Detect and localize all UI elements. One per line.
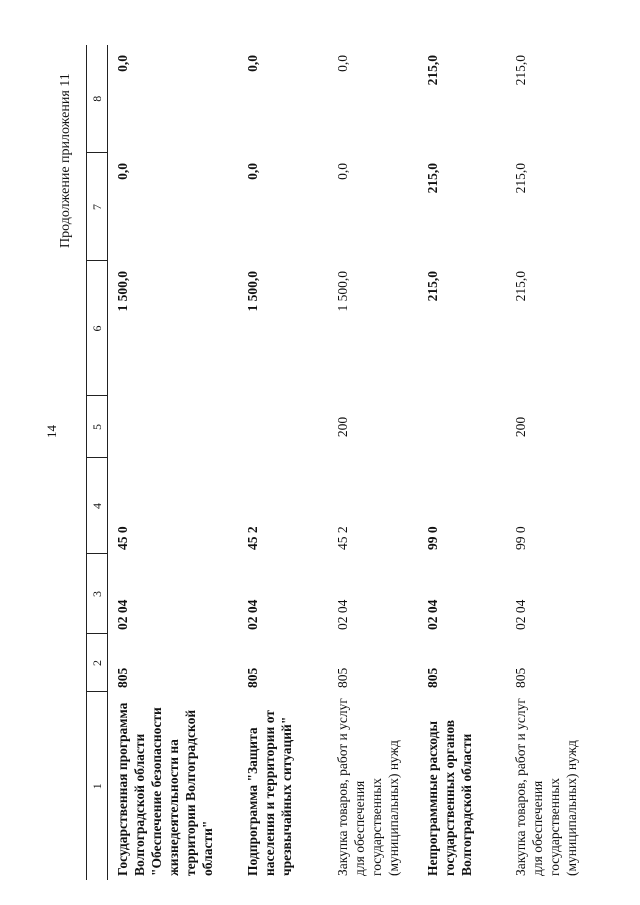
cell-amount-2: 215,0 <box>424 163 440 194</box>
col-header-5: 5 <box>87 396 108 458</box>
col-header-7: 7 <box>87 153 108 261</box>
continuation-caption: Продолжение приложения 11 <box>58 73 73 248</box>
cell-ministry: 805 <box>424 667 440 688</box>
cell-expense-type: 200 <box>512 416 528 438</box>
col-header-2: 2 <box>87 634 108 692</box>
cell-amount-2: 0,0 <box>244 163 260 180</box>
cell-section: 02 04 <box>512 599 528 630</box>
budget-table <box>86 45 586 880</box>
cell-amount-3: 215,0 <box>512 55 528 86</box>
table-row <box>506 45 586 880</box>
cell-expense-type <box>418 396 506 458</box>
cell-expense-type: 200 <box>334 416 350 438</box>
cell-expense-type <box>108 396 238 458</box>
cell-section: 02 04 <box>244 599 260 630</box>
cell-target: 99 0 <box>512 526 528 550</box>
cell-section: 02 04 <box>115 599 130 630</box>
table-row <box>238 45 328 880</box>
table-row <box>418 45 506 880</box>
page-number: 14 <box>44 425 59 438</box>
col-header-1: 1 <box>87 692 108 880</box>
col-header-6: 6 <box>87 261 108 396</box>
cell-amount-2: 0,0 <box>334 163 350 180</box>
row-name: Подпрограмма "Защита населения и территории от чрезвычайных ситуаций" <box>244 710 294 876</box>
table-row <box>328 45 418 880</box>
cell-ministry: 805 <box>334 667 350 688</box>
row-name: Закупка товаров, работ и услуг для обеспечения государственных (муниципальных) нужд <box>512 698 579 876</box>
row-name: Государственная программа Волгоградской области "Обеспечение безопасности жизнедеятельности на территории Волгоградской области" <box>115 702 215 876</box>
cell-amount-1: 215,0 <box>424 271 440 302</box>
cell-target: 45 2 <box>244 526 260 550</box>
cell-amount-1: 1 500,0 <box>244 271 260 312</box>
col-header-3: 3 <box>87 554 108 634</box>
cell-amount-1: 215,0 <box>512 271 528 302</box>
col-header-4: 4 <box>87 458 108 554</box>
cell-expense-type <box>238 396 328 458</box>
cell-ministry: 805 <box>512 667 528 688</box>
cell-amount-3: 215,0 <box>424 55 440 86</box>
cell-section: 02 04 <box>334 599 350 630</box>
cell-amount-3: 0,0 <box>244 55 260 72</box>
table-row <box>108 45 238 880</box>
rotated-table-container <box>86 45 579 880</box>
row-name: Непрограммные расходы государственных органов Волгоградской области <box>424 719 474 876</box>
cell-amount-3: 0,0 <box>115 55 130 72</box>
cell-amount-1: 1 500,0 <box>115 271 130 312</box>
cell-ministry: 805 <box>244 667 260 688</box>
cell-ministry: 805 <box>115 667 130 688</box>
header-row <box>87 45 108 880</box>
cell-section: 02 04 <box>424 599 440 630</box>
col-header-8: 8 <box>87 45 108 153</box>
cell-amount-1: 1 500,0 <box>334 271 350 312</box>
cell-target: 45 0 <box>115 526 130 550</box>
cell-target: 45 2 <box>334 526 350 550</box>
cell-amount-2: 0,0 <box>115 163 130 180</box>
row-name: Закупка товаров, работ и услуг для обеспечения государственных (муниципальных) нужд <box>334 698 401 876</box>
cell-target: 99 0 <box>424 526 440 550</box>
cell-amount-3: 0,0 <box>334 55 350 72</box>
cell-amount-2: 215,0 <box>512 163 528 194</box>
